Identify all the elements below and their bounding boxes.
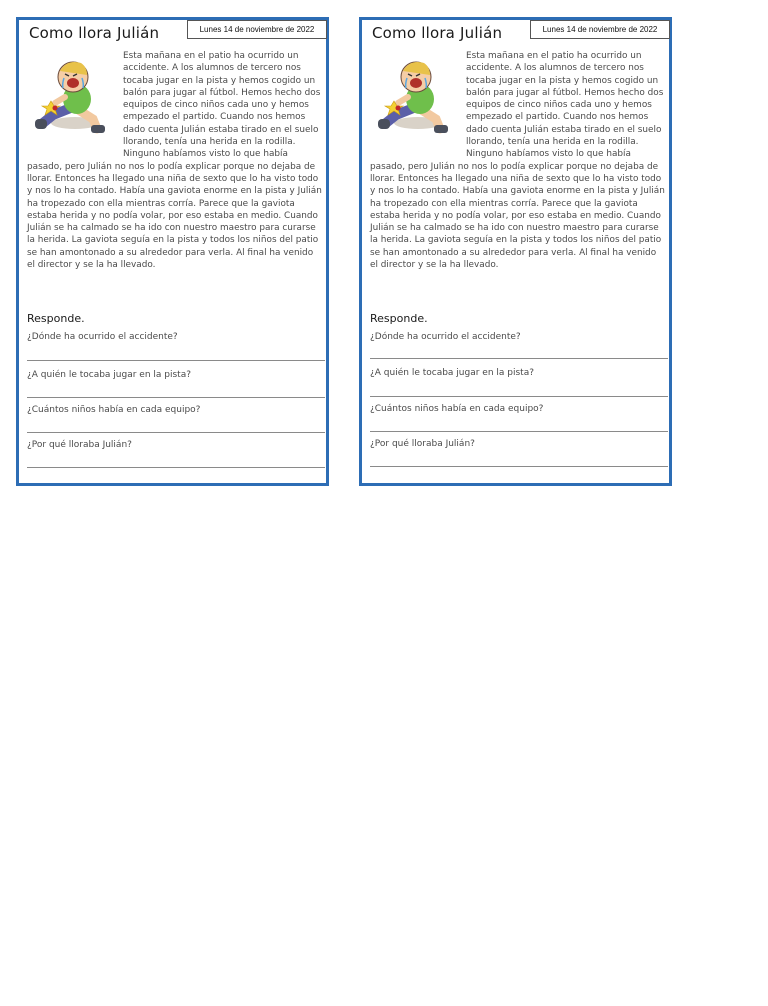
answer-line-3[interactable]	[370, 431, 668, 432]
question-3: ¿Cuántos niños había en cada equipo?	[27, 405, 201, 415]
question-4: ¿Por qué lloraba Julián?	[27, 440, 132, 450]
question-3: ¿Cuántos niños había en cada equipo?	[370, 404, 544, 414]
question-1: ¿Dónde ha ocurrido el accidente?	[27, 332, 178, 342]
answer-line-1[interactable]	[370, 358, 668, 359]
responde-heading: Responde.	[27, 312, 85, 325]
answer-line-1[interactable]	[27, 360, 325, 361]
answer-line-3[interactable]	[27, 432, 325, 433]
worksheet-card-2	[359, 17, 672, 486]
question-2: ¿A quién le tocaba jugar en la pista?	[27, 370, 191, 380]
date-label: Lunes 14 de noviembre de 2022	[187, 20, 327, 39]
worksheet-card-1	[16, 17, 329, 486]
question-2: ¿A quién le tocaba jugar en la pista?	[370, 368, 534, 378]
worksheet-title: Como llora Julián	[372, 24, 503, 42]
story-text: Esta mañana en el patio ha ocurrido un accidente. A los alumnos de tercero nos tocaba jugar en la pista y hemos cogido un balón para jugar al fútbol. Hemos hecho dos equipos de cinco niños cada uno y hemos empezado el partido. Cuando nos hemos dado cuenta Julián estaba tirado en el suelo llorando, tenía una herida en la rodilla. Ninguno habíamos visto lo que había pasado, pero Julián no nos lo podía explicar porque no dejaba de llorar. Entonces ha llegado una niña de sexto que lo ha visto todo y nos lo ha contado. Había una gaviota enorme en la pista y Julián ha tropezado con ella mientras corría. Parece que la gaviota estaba herida y no podía volar, por eso estaba en medio. Cuando Julián se ha calmado se ha ido con nuestro maestro para curarse la herida. La gaviota seguía en la pista y todos los niños del patio se han amontonado a su alrededor para verla. Al final ha venido el director y se la ha llevado.	[370, 51, 665, 271]
worksheet-title: Como llora Julián	[29, 24, 160, 42]
question-4: ¿Por qué lloraba Julián?	[370, 439, 475, 449]
answer-line-4[interactable]	[370, 466, 668, 467]
answer-line-4[interactable]	[27, 467, 325, 468]
question-1: ¿Dónde ha ocurrido el accidente?	[370, 332, 521, 342]
answer-line-2[interactable]	[370, 396, 668, 397]
responde-heading: Responde.	[370, 312, 428, 325]
answer-line-2[interactable]	[27, 397, 325, 398]
story-text: Esta mañana en el patio ha ocurrido un accidente. A los alumnos de tercero nos tocaba jugar en la pista y hemos cogido un balón para jugar al fútbol. Hemos hecho dos equipos de cinco niños cada uno y hemos empezado el partido. Cuando nos hemos dado cuenta Julián estaba tirado en el suelo llorando, tenía una herida en la rodilla. Ninguno habíamos visto lo que había pasado, pero Julián no nos lo podía explicar porque no dejaba de llorar. Entonces ha llegado una niña de sexto que lo ha visto todo y nos lo ha contado. Había una gaviota enorme en la pista y Julián ha tropezado con ella mientras corría. Parece que la gaviota estaba herida y no podía volar, por eso estaba en medio. Cuando Julián se ha calmado se ha ido con nuestro maestro para curarse la herida. La gaviota seguía en la pista y todos los niños del patio se han amontonado a su alrededor para verla. Al final ha venido el director y se la ha llevado.	[27, 51, 322, 271]
date-label: Lunes 14 de noviembre de 2022	[530, 20, 670, 39]
